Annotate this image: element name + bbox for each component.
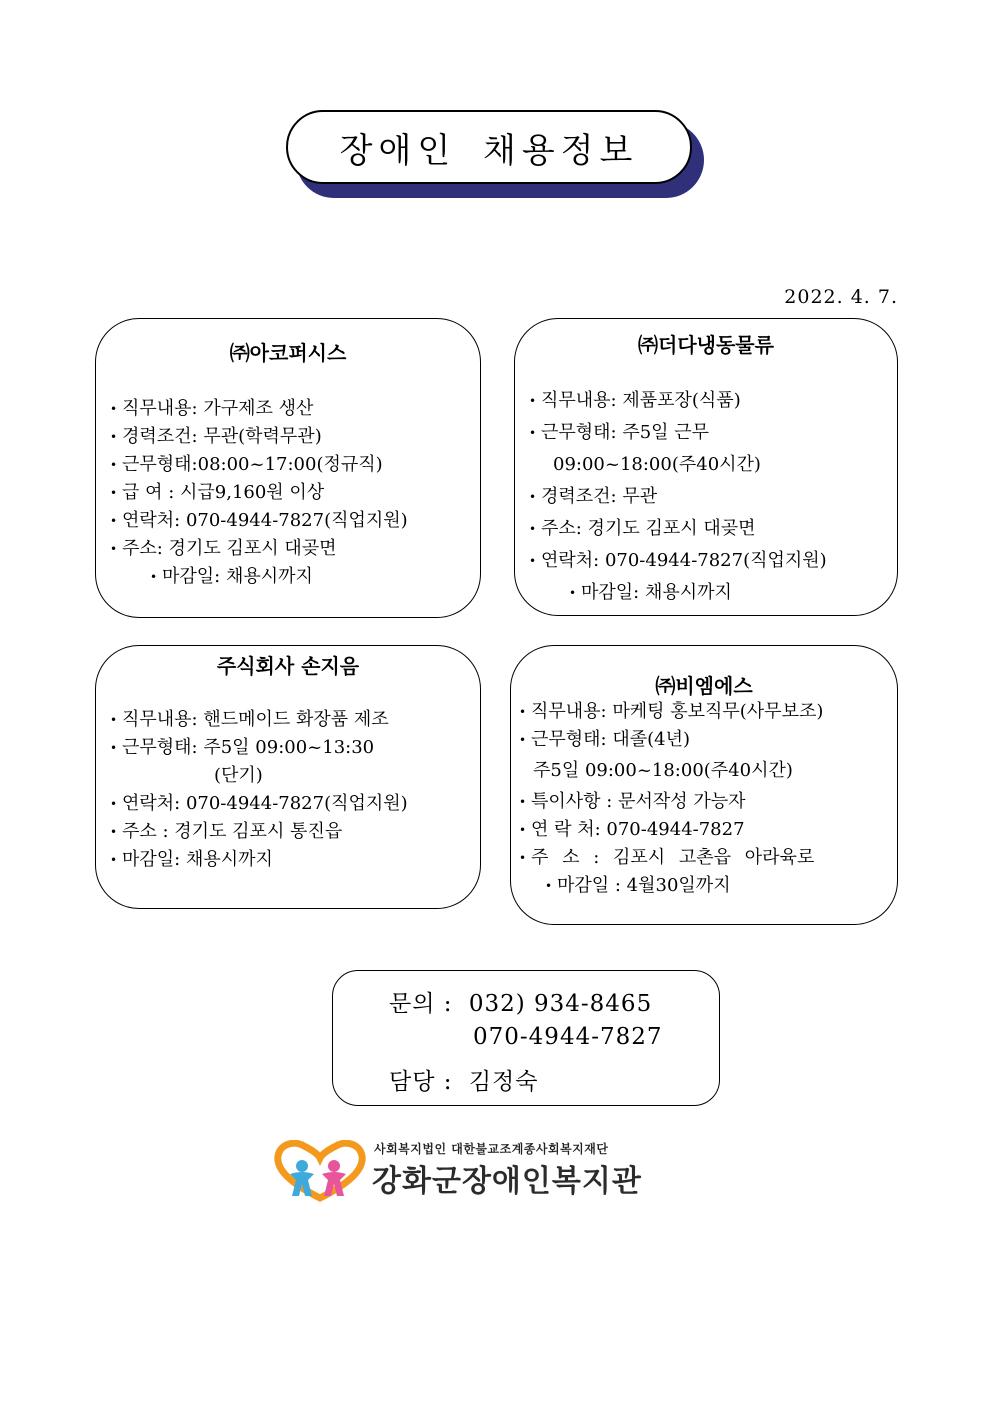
- bullet-icon: •: [529, 426, 537, 440]
- bullet-icon: •: [110, 542, 118, 556]
- contact-box: [332, 970, 720, 1106]
- logo-subtitle: 사회복지법인 대한불교조계종사회복지재단: [374, 1142, 609, 1156]
- inquiry-row: [389, 985, 652, 1018]
- inquiry-phone-2: 070-4944-7827: [473, 1024, 663, 1050]
- detail-line: • 마감일 : 4월30일까지: [519, 872, 823, 900]
- detail-line: • 특이사항 : 문서작성 가능자: [519, 788, 823, 816]
- bullet-icon: •: [110, 713, 118, 727]
- detail-line: 09:00~18:00(주40시간): [553, 454, 761, 475]
- inquiry-phone-1: 032) 934-8465: [468, 991, 653, 1017]
- detail-line: • 직무내용: 제품포장(식품): [529, 385, 827, 417]
- bullet-icon: •: [110, 430, 118, 444]
- bullet-icon: •: [529, 554, 537, 568]
- detail-line: • 직무내용: 마케팅 홍보직무(사무보조): [519, 698, 823, 726]
- bullet-icon: •: [529, 490, 537, 504]
- bullet-icon: •: [110, 514, 118, 528]
- detail-line: • 근무형태: 주5일 09:00~13:30: [110, 734, 408, 762]
- detail-line: • 마감일: 채용시까지: [110, 563, 408, 591]
- bullet-icon: •: [110, 458, 118, 472]
- bullet-icon: •: [110, 402, 118, 416]
- bullet-icon: •: [110, 486, 118, 500]
- job-details: [110, 706, 408, 874]
- company-name: ㈜아코퍼시스: [229, 341, 347, 365]
- bullet-icon: •: [110, 853, 118, 867]
- logo-name: 강화군장애인복지관: [372, 1164, 642, 1199]
- detail-line: • 주소: 경기도 김포시 대곶면: [110, 535, 408, 563]
- bullet-icon: •: [519, 851, 527, 865]
- detail-line: • 주소 : 경기도 김포시 통진읍: [110, 818, 408, 846]
- job-details: [110, 395, 408, 591]
- bullet-icon: •: [545, 879, 553, 893]
- detail-line: (단기): [214, 765, 263, 786]
- bullet-icon: •: [110, 741, 118, 755]
- inquiry-label: 문의 :: [389, 991, 453, 1017]
- manager-label: 담당 :: [389, 1069, 453, 1095]
- detail-line: • 경력조건: 무관: [529, 481, 827, 513]
- job-card-akopasis: [95, 318, 481, 618]
- detail-line: • 경력조건: 무관(학력무관): [110, 423, 408, 451]
- bullet-icon: •: [519, 705, 527, 719]
- detail-line: • 주 소 : 김포시 고촌읍 아라육로: [519, 844, 823, 872]
- document-date: 2022. 4. 7.: [784, 286, 898, 308]
- bullet-icon: •: [519, 733, 527, 747]
- detail-line: • 근무형태: 주5일 근무: [529, 417, 827, 449]
- company-name: ㈜비엠에스: [655, 674, 753, 698]
- job-card-deoda: [514, 318, 898, 616]
- job-details: [519, 698, 823, 900]
- company-name: 주식회사 손지음: [216, 654, 360, 678]
- bullet-icon: •: [150, 570, 158, 584]
- detail-line: • 직무내용: 가구제조 생산: [110, 395, 408, 423]
- detail-line: • 연락처: 070-4944-7827(직업지원): [110, 507, 408, 535]
- manager-name: 김정숙: [468, 1069, 539, 1095]
- detail-line: • 근무형태: 대졸(4년): [519, 726, 823, 754]
- bullet-icon: •: [519, 795, 527, 809]
- job-details: [529, 385, 827, 609]
- detail-line: 주5일 09:00~18:00(주40시간): [533, 760, 793, 781]
- bullet-icon: •: [110, 797, 118, 811]
- company-name: ㈜더다냉동물류: [638, 333, 774, 357]
- page-title: 장애인 채용정보: [286, 110, 692, 184]
- detail-line: • 주소: 경기도 김포시 대곶면: [529, 513, 827, 545]
- manager-row: [389, 1063, 538, 1096]
- title-banner: [286, 110, 706, 200]
- detail-line: • 마감일: 채용시까지: [529, 577, 827, 609]
- bullet-icon: •: [569, 586, 577, 600]
- detail-line: • 연 락 처: 070-4944-7827: [519, 816, 823, 844]
- bullet-icon: •: [529, 394, 537, 408]
- bullet-icon: •: [110, 825, 118, 839]
- job-card-sonjieum: [95, 645, 481, 909]
- detail-line: • 근무형태:08:00~17:00(정규직): [110, 451, 408, 479]
- detail-line: • 연락처: 070-4944-7827(직업지원): [110, 790, 408, 818]
- job-card-bms: [510, 645, 898, 925]
- detail-line: • 직무내용: 핸드메이드 화장품 제조: [110, 706, 408, 734]
- detail-line: • 급 여 : 시급9,160원 이상: [110, 479, 408, 507]
- bullet-icon: •: [519, 823, 527, 837]
- detail-line: • 연락처: 070-4944-7827(직업지원): [529, 545, 827, 577]
- detail-line: • 마감일: 채용시까지: [110, 846, 408, 874]
- bullet-icon: •: [529, 522, 537, 536]
- heart-people-icon: [272, 1140, 368, 1204]
- organization-logo: [272, 1138, 742, 1208]
